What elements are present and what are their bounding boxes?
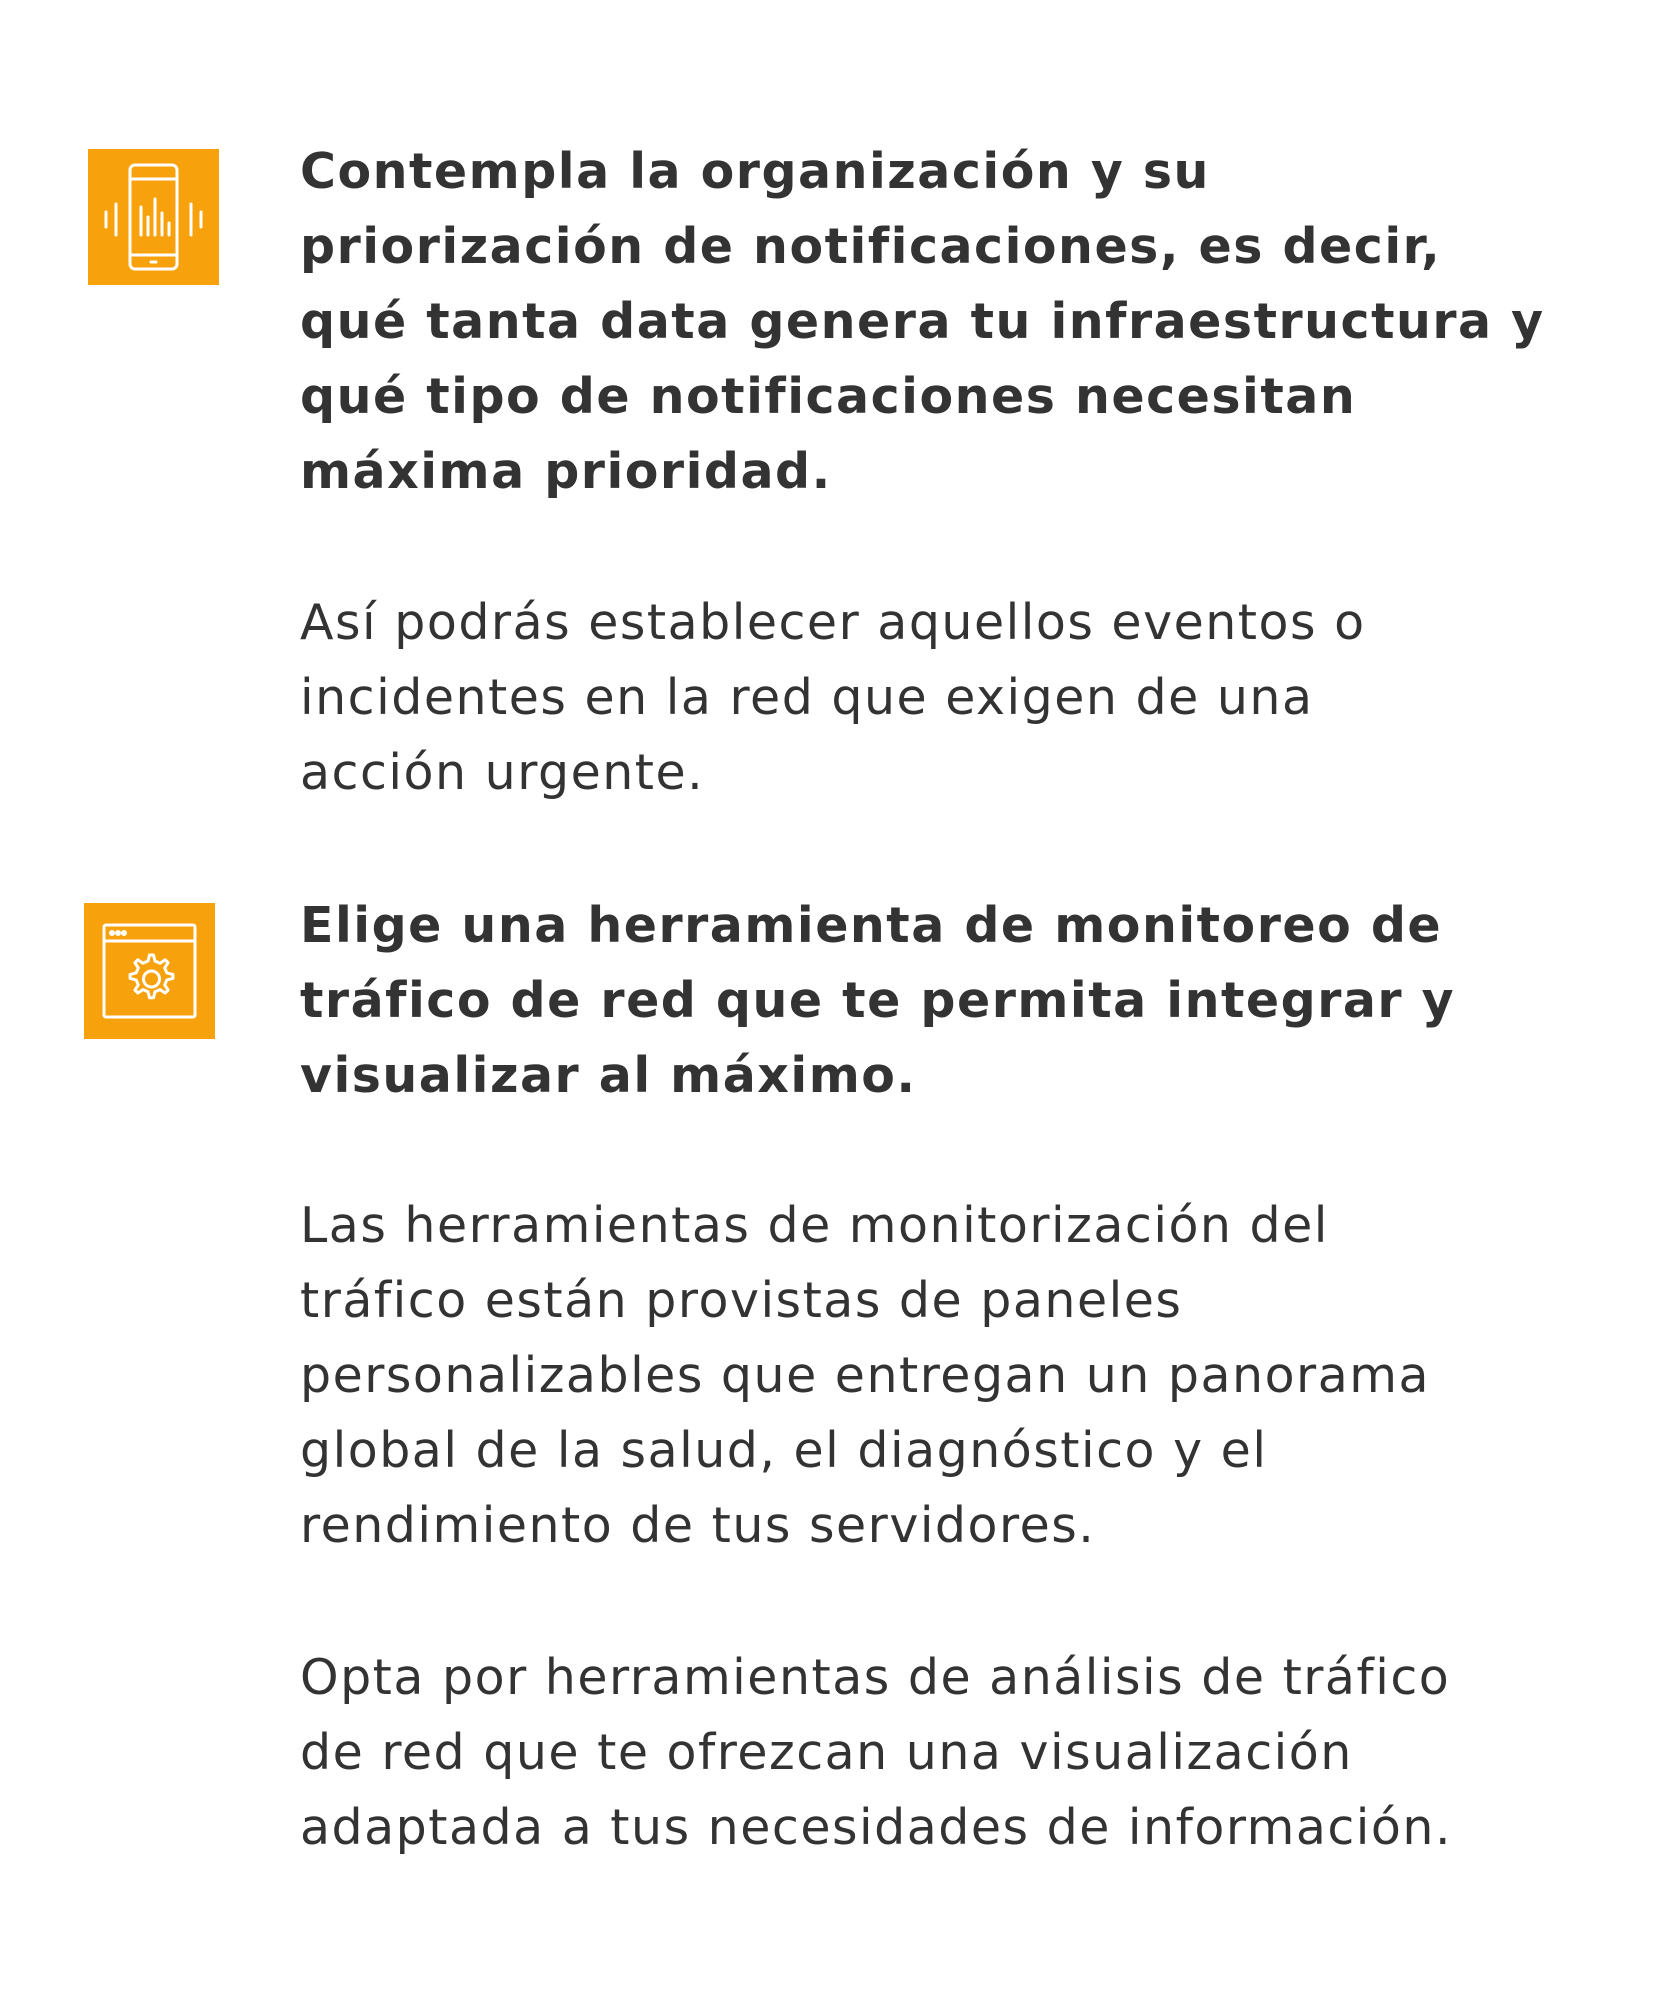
browser-gear-icon [84, 903, 215, 1039]
section-2-paragraph-2: Opta por herramientas de análisis de tráfico de red que te ofrezcan una visualización adaptada a tus necesidades de información. [300, 1649, 1453, 1856]
section-2-paragraph-1: Las herramientas de monitorización del tráfico están provistas de paneles personalizables que entregan un panorama global de la salud, el diagnóstico y el rendimiento de tus servidores. [300, 1197, 1430, 1554]
section-1-heading: Contempla la organización y su priorización de notificaciones, es decir, qué tanta data genera tu infraestructura y qué tipo de notificaciones necesitan máxima prioridad. [300, 143, 1545, 500]
section-2-heading: Elige una herramienta de monitoreo de tráfico de red que te permita integrar y visualizar al máximo. [300, 897, 1456, 1104]
section-1-paragraph: Así podrás establecer aquellos eventos o incidentes en la red que exigen de una acción urgente. [300, 594, 1366, 801]
smartphone-signal-icon [88, 149, 219, 285]
